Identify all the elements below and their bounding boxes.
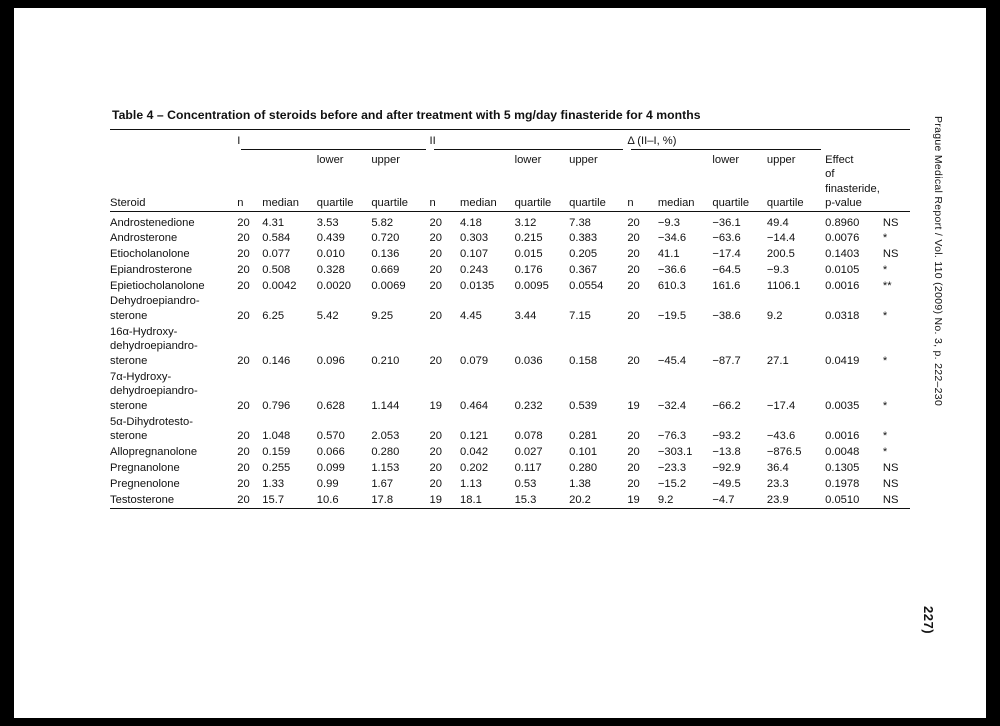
group-delta-cell: 610.3	[657, 279, 686, 292]
group-i-cell: 2.053	[371, 430, 400, 443]
group-ii-cell: 20	[429, 446, 442, 459]
row-p-value: 0.0016	[825, 279, 860, 292]
col-lower-i-line1: lower	[316, 153, 344, 166]
column-header-row-2	[110, 167, 910, 196]
row-p-value: 0.0510	[825, 493, 860, 506]
group-i-cell: 20	[237, 263, 250, 276]
row-steroid-name: Dehydroepiandro- sterone	[110, 295, 200, 323]
col-steroid: Steroid	[110, 197, 146, 210]
group-i-cell: 15.7	[262, 493, 285, 506]
group-i-cell: 0.0069	[371, 279, 406, 292]
row-significance: NS	[882, 248, 899, 261]
group-ii-cell: 0.53	[514, 477, 537, 490]
col-effect-line2: of finasteride,	[825, 168, 880, 195]
group-delta-cell: −14.4	[766, 232, 796, 245]
group-delta-cell: −9.3	[657, 216, 680, 229]
group-delta-cell: 41.1	[657, 248, 680, 261]
group-i-cell: 6.25	[262, 310, 285, 323]
group-i-cell: 17.8	[371, 493, 394, 506]
table-row	[110, 492, 910, 508]
group-delta-cell: −93.2	[712, 430, 741, 443]
group-ii-cell: 0.367	[569, 263, 598, 276]
group-i-cell: 3.53	[316, 216, 339, 229]
group-delta-cell: −32.4	[657, 400, 687, 412]
group-i-cell: 0.096	[316, 355, 345, 368]
row-steroid-name: Etiocholanolone	[110, 248, 190, 261]
row-steroid-name: 16α-Hydroxy- dehydroepiandro- sterone	[110, 325, 198, 368]
group-i-cell: 0.669	[371, 263, 400, 276]
group-delta-cell: −92.9	[712, 461, 741, 474]
group-i-cell: 5.82	[371, 216, 394, 229]
group-i-cell: 1.33	[262, 477, 285, 490]
group-delta-cell: −34.6	[657, 232, 687, 245]
col-lower-d-line1: lower	[712, 153, 740, 166]
row-steroid-name: Epietiocholanolone	[110, 279, 205, 292]
group-ii-cell: 7.15	[569, 310, 591, 323]
row-significance: *	[882, 446, 888, 459]
col-upper-d-line1: upper	[766, 153, 796, 166]
group-delta-cell: −63.6	[712, 232, 741, 245]
group-delta-cell: −36.6	[657, 263, 687, 276]
steroid-concentration-table	[110, 129, 910, 512]
table-row	[110, 231, 910, 247]
group-ii-cell: 20	[429, 232, 442, 245]
group-i-cell: 0.210	[371, 355, 400, 368]
group-ii-cell: 20	[429, 279, 442, 292]
group-i-cell: 20	[237, 355, 250, 368]
row-steroid-name: Pregnenolone	[110, 477, 180, 490]
group-delta-cell: 1106.1	[766, 279, 801, 292]
group-ii-cell: 0.281	[569, 430, 598, 443]
group-ii-cell: 0.015	[514, 248, 543, 261]
group-i-cell: 0.439	[316, 232, 345, 245]
column-header-sub-row	[110, 153, 910, 168]
group-delta-cell: −49.5	[712, 477, 741, 490]
group-header-i: I	[237, 135, 241, 147]
group-delta-cell: 9.2	[657, 493, 674, 506]
group-delta-cell: −76.3	[657, 430, 687, 443]
table-row	[110, 445, 910, 461]
group-ii-cell: 0.0554	[569, 279, 604, 292]
table-row	[110, 278, 910, 294]
group-ii-cell: 0.215	[514, 232, 543, 245]
group-delta-cell: 20	[627, 263, 640, 276]
group-header-ii: II	[429, 135, 436, 147]
group-i-cell: 0.99	[316, 477, 339, 490]
group-delta-cell: 200.5	[766, 248, 795, 261]
group-ii-cell: 0.078	[514, 430, 543, 443]
row-significance: *	[882, 400, 888, 412]
group-delta-cell: −66.2	[712, 400, 741, 412]
group-ii-cell: 0.117	[514, 461, 542, 474]
group-i-cell: 1.144	[371, 400, 400, 412]
group-delta-cell: 20	[627, 477, 640, 490]
group-i-cell: 20	[237, 477, 250, 490]
group-ii-cell: 0.079	[460, 355, 489, 368]
row-p-value: 0.0048	[825, 446, 860, 459]
row-steroid-name: 5α-Dihydrotesto- sterone	[110, 415, 193, 443]
group-i-cell: 0.099	[316, 461, 345, 474]
col-upper-i-line1: upper	[371, 153, 400, 166]
group-i-cell: 0.796	[262, 400, 291, 412]
group-delta-cell: −303.1	[657, 446, 693, 459]
group-i-cell: 0.146	[262, 355, 291, 368]
group-i-cell: 0.720	[371, 232, 400, 245]
page-number: 227)	[921, 606, 936, 635]
table-row	[110, 324, 910, 369]
group-delta-cell: 27.1	[766, 355, 789, 368]
group-ii-cell: 4.45	[460, 310, 482, 323]
group-delta-cell: 36.4	[766, 461, 789, 474]
row-steroid-name: Testosterone	[110, 493, 175, 506]
col-n-i: n	[237, 197, 244, 210]
table-row	[110, 294, 910, 324]
col-n-ii: n	[429, 197, 436, 210]
group-delta-cell: 20	[627, 430, 640, 443]
group-ii-cell: 1.38	[569, 477, 591, 490]
col-lower-d-line2: quartile	[712, 197, 750, 210]
group-delta-cell: 161.6	[712, 279, 741, 292]
group-delta-cell: −13.8	[712, 446, 741, 459]
group-ii-cell: 0.0095	[514, 279, 549, 292]
group-delta-cell: 9.2	[766, 310, 783, 323]
group-ii-cell: 0.303	[460, 232, 489, 245]
group-ii-cell: 20.2	[569, 493, 591, 506]
group-ii-cell: 3.44	[514, 310, 537, 323]
group-ii-cell: 0.539	[569, 400, 598, 412]
group-ii-cell: 0.121	[460, 430, 489, 443]
group-ii-cell: 20	[429, 216, 442, 229]
group-i-cell: 20	[237, 493, 250, 506]
group-i-cell: 20	[237, 232, 250, 245]
table-row	[110, 215, 910, 231]
group-header-row	[110, 134, 910, 149]
column-header-row-3	[110, 196, 910, 211]
group-i-cell: 0.136	[371, 248, 400, 261]
group-delta-cell: −4.7	[712, 493, 735, 506]
col-lower-ii-line1: lower	[514, 153, 542, 166]
group-ii-cell: 19	[429, 400, 442, 412]
group-delta-cell: −45.4	[657, 355, 687, 368]
group-ii-cell: 0.0135	[460, 279, 495, 292]
group-ii-cell: 0.205	[569, 248, 598, 261]
group-delta-cell: 20	[627, 216, 640, 229]
col-effect-line1: Effect	[825, 153, 854, 166]
group-ii-cell: 20	[429, 248, 442, 261]
group-i-cell: 20	[237, 461, 250, 474]
table-row	[110, 476, 910, 492]
group-i-cell: 0.328	[316, 263, 345, 276]
col-effect-line3: p-value	[825, 197, 862, 210]
col-upper-ii-line2: quartile	[569, 197, 606, 210]
group-delta-cell: −36.1	[712, 216, 741, 229]
group-delta-cell: −87.7	[712, 355, 741, 368]
group-i-cell: 0.570	[316, 430, 345, 443]
row-p-value: 0.0419	[825, 355, 860, 368]
group-ii-cell: 1.13	[460, 477, 482, 490]
group-i-cell: 1.153	[371, 461, 400, 474]
group-i-cell: 4.31	[262, 216, 285, 229]
group-ii-cell: 0.383	[569, 232, 598, 245]
row-p-value: 0.0105	[825, 263, 860, 276]
table-container	[110, 108, 910, 512]
group-ii-cell: 4.18	[460, 216, 482, 229]
group-ii-cell: 0.107	[460, 248, 489, 261]
group-delta-cell: 23.3	[766, 477, 789, 490]
group-delta-cell: 20	[627, 355, 640, 368]
group-i-cell: 20	[237, 400, 250, 412]
group-delta-cell: 20	[627, 310, 640, 323]
group-delta-cell: −23.3	[657, 461, 687, 474]
table-row	[110, 460, 910, 476]
row-significance: *	[882, 430, 888, 443]
group-i-cell: 0.066	[316, 446, 345, 459]
col-upper-ii-line1: upper	[569, 153, 598, 166]
group-delta-cell: 20	[627, 461, 640, 474]
row-significance: NS	[882, 477, 899, 490]
group-delta-cell: −38.6	[712, 310, 741, 323]
group-ii-cell: 20	[429, 461, 442, 474]
group-i-cell: 0.077	[262, 248, 291, 261]
row-steroid-name: Androstenedione	[110, 216, 195, 229]
row-significance: *	[882, 232, 888, 245]
col-n-d: n	[627, 197, 634, 210]
group-i-cell: 0.0042	[262, 279, 297, 292]
group-i-cell: 0.628	[316, 400, 345, 412]
group-ii-cell: 0.042	[460, 446, 489, 459]
group-ii-cell: 20	[429, 310, 442, 323]
group-i-cell: 20	[237, 279, 250, 292]
table-body	[110, 215, 910, 508]
group-i-cell: 20	[237, 310, 250, 323]
group-ii-cell: 0.464	[460, 400, 489, 412]
group-i-cell: 20	[237, 248, 250, 261]
group-delta-cell: −9.3	[766, 263, 789, 276]
row-significance: NS	[882, 493, 899, 506]
group-delta-cell: 20	[627, 279, 640, 292]
group-i-cell: 5.42	[316, 310, 339, 323]
row-significance: NS	[882, 461, 899, 474]
group-delta-cell: 49.4	[766, 216, 789, 229]
row-significance: NS	[882, 216, 899, 229]
group-ii-cell: 0.232	[514, 400, 543, 412]
group-delta-cell: 20	[627, 232, 640, 245]
group-i-cell: 20	[237, 446, 250, 459]
group-header-delta: Δ (II–I, %)	[627, 135, 677, 147]
group-i-cell: 0.0020	[316, 279, 352, 292]
table-row	[110, 369, 910, 414]
row-p-value: 0.1978	[825, 477, 860, 490]
group-i-cell: 20	[237, 430, 250, 443]
row-steroid-name: Epiandrosterone	[110, 263, 193, 276]
group-i-cell: 0.280	[371, 446, 400, 459]
group-ii-cell: 15.3	[514, 493, 537, 506]
group-delta-cell: 20	[627, 248, 640, 261]
group-delta-cell: 23.9	[766, 493, 789, 506]
group-delta-cell: −15.2	[657, 477, 687, 490]
table-row	[110, 247, 910, 263]
group-ii-cell: 20	[429, 430, 442, 443]
row-p-value: 0.0035	[825, 400, 860, 412]
group-delta-cell: 20	[627, 446, 640, 459]
group-i-cell: 10.6	[316, 493, 339, 506]
group-i-cell: 1.048	[262, 430, 291, 443]
row-p-value: 0.0318	[825, 310, 860, 323]
group-ii-cell: 0.158	[569, 355, 598, 368]
running-head-right: Prague Medical Report / Vol. 110 (2009) No. 3, p. 222–230	[932, 116, 944, 407]
group-ii-cell: 0.243	[460, 263, 489, 276]
col-median-d: median	[657, 197, 695, 210]
table-caption: Table 4 – Concentration of steroids before and after treatment with 5 mg/day finasteride for 4 months	[112, 108, 701, 122]
group-i-cell: 20	[237, 216, 250, 229]
row-p-value: 0.8960	[825, 216, 860, 229]
row-significance: **	[882, 279, 892, 292]
row-steroid-name: 7α-Hydroxy- dehydroepiandro- sterone	[110, 370, 198, 412]
group-delta-cell: −876.5	[766, 446, 802, 459]
group-ii-cell: 18.1	[460, 493, 482, 506]
row-p-value: 0.1403	[825, 248, 860, 261]
group-ii-cell: 0.101	[569, 446, 598, 459]
group-delta-cell: 19	[627, 493, 640, 506]
group-delta-cell: −43.6	[766, 430, 796, 443]
group-i-cell: 0.584	[262, 232, 291, 245]
table-bottom-rule	[110, 508, 910, 512]
row-p-value: 0.0076	[825, 232, 860, 245]
group-delta-cell: 19	[627, 400, 640, 412]
group-i-cell: 0.010	[316, 248, 345, 261]
page-canvas	[14, 8, 986, 718]
col-median-i: median	[262, 197, 299, 210]
table-row	[110, 414, 910, 444]
table-row	[110, 262, 910, 278]
row-steroid-name: Androsterone	[110, 232, 178, 245]
group-ii-cell: 19	[429, 493, 442, 506]
group-i-cell: 0.255	[262, 461, 291, 474]
group-delta-cell: −64.5	[712, 263, 741, 276]
row-steroid-name: Pregnanolone	[110, 461, 180, 474]
group-delta-cell: −17.4	[766, 400, 796, 412]
group-ii-cell: 0.280	[569, 461, 598, 474]
group-i-cell: 0.508	[262, 263, 291, 276]
group-ii-cell: 20	[429, 477, 442, 490]
row-p-value: 0.0016	[825, 430, 860, 443]
group-i-cell: 1.67	[371, 477, 394, 490]
col-lower-i-line2: quartile	[316, 197, 354, 210]
group-delta-cell: −17.4	[712, 248, 741, 261]
group-i-cell: 9.25	[371, 310, 394, 323]
col-lower-ii-line2: quartile	[514, 197, 552, 210]
row-significance: *	[882, 263, 888, 276]
group-ii-cell: 20	[429, 355, 442, 368]
group-ii-cell: 0.176	[514, 263, 543, 276]
col-median-ii: median	[460, 197, 497, 210]
row-significance: *	[882, 310, 888, 323]
col-upper-d-line2: quartile	[766, 197, 804, 210]
row-significance: *	[882, 355, 888, 368]
group-ii-cell: 20	[429, 263, 442, 276]
group-delta-cell: −19.5	[657, 310, 687, 323]
row-p-value: 0.1305	[825, 461, 860, 474]
col-upper-i-line2: quartile	[371, 197, 409, 210]
group-i-cell: 0.159	[262, 446, 291, 459]
group-ii-cell: 0.202	[460, 461, 489, 474]
group-ii-cell: 3.12	[514, 216, 537, 229]
group-ii-cell: 0.027	[514, 446, 543, 459]
row-steroid-name: Allopregnanolone	[110, 446, 198, 459]
group-ii-cell: 0.036	[514, 355, 543, 368]
group-ii-cell: 7.38	[569, 216, 591, 229]
